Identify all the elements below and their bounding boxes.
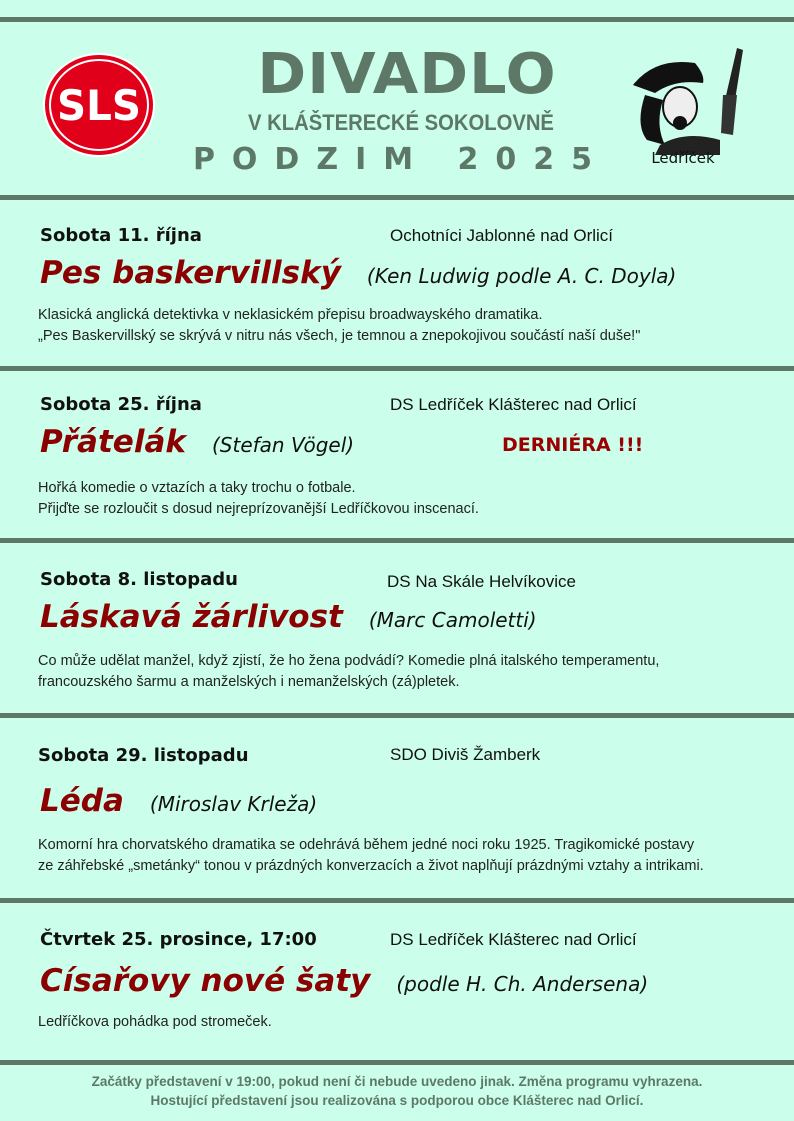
derniere-badge: DERNIÉRA !!! [502, 434, 644, 456]
event-group: DS Ledříček Klášterec nad Orlicí [390, 930, 637, 949]
event-title: Pes baskervillský [40, 255, 341, 291]
event-title: Léda [40, 783, 124, 819]
event-group: SDO Diviš Žamberk [390, 745, 541, 764]
ledricek-logo [625, 45, 755, 170]
event-title: Císařovy nové šaty [40, 963, 371, 999]
event-description [38, 651, 659, 693]
event-group: DS Ledříček Klášterec nad Orlicí [390, 395, 637, 414]
event-author: (Marc Camoletti) [368, 608, 537, 632]
event-author: (Ken Ludwig podle A. C. Doyla) [366, 264, 677, 288]
event-author: (podle H. Ch. Andersena) [396, 972, 649, 996]
footer-line: Hostující představení jsou realizována s podporou obce Klášterec nad Orlicí. [150, 1093, 644, 1108]
event-author: (Miroslav Krleža) [149, 792, 318, 816]
desc-line: Ledříčkova pohádka pod stromeček. [38, 1014, 272, 1030]
divider [0, 1060, 794, 1065]
event-1 [0, 225, 794, 385]
desc-line: Komorní hra chorvatského dramatika se odehrává během jedné noci roku 1925. Tragikomické postavy [38, 837, 695, 853]
divider [0, 713, 794, 718]
event-3 [0, 569, 794, 729]
event-date: Sobota 29. listopadu [38, 745, 249, 766]
divider [0, 898, 794, 903]
divider [0, 538, 794, 543]
event-5 [0, 929, 794, 1089]
sokol-logo-text: SLS [57, 81, 141, 130]
event-date: Sobota 8. listopadu [40, 569, 238, 590]
event-date: Sobota 25. října [40, 394, 202, 415]
event-group: DS Na Skále Helvíkovice [387, 572, 576, 591]
desc-line: Hořká komedie o vztazích a taky trochu o fotbale. [38, 480, 356, 496]
event-title: Láskavá žárlivost [40, 599, 343, 635]
desc-line: Přijďte se rozloučit s dosud nejreprízovanější Ledříčkovou inscenací. [38, 501, 479, 517]
desc-line: francouzského šarmu a manželských i nemanželských (zá)pletek. [38, 674, 460, 690]
event-date: Čtvrtek 25. prosince, 17:00 [40, 929, 317, 950]
ledricek-logo-text: Ledříček [651, 149, 715, 167]
desc-line: Klasická anglická detektivka v neklasickém přepisu broadwayského dramatika. [38, 307, 543, 323]
event-description [38, 478, 479, 520]
poster-title: DIVADLO [257, 42, 557, 107]
poster-season: PODZIM 2025 [192, 142, 610, 177]
event-description [38, 305, 640, 347]
event-4 [0, 745, 794, 905]
desc-line: „Pes Baskervillský se skrývá v nitru nás všech, je temnou a znepokojivou součástí naší duše!" [38, 328, 641, 344]
divider [0, 195, 794, 200]
divider [0, 366, 794, 371]
desc-line: ze záhřebské „smetánky“ tonou v prázdných konverzacích a život naplňují prázdnými vztahy a intrikami. [38, 858, 704, 874]
footer-line: Začátky představení v 19:00, pokud není či nebude uvedeno jinak. Změna programu vyhrazena. [91, 1074, 703, 1089]
event-title: Přátelák [40, 424, 186, 460]
desc-line: Co může udělat manžel, když zjistí, že ho žena podvádí? Komedie plná italského temperamentu, [38, 653, 660, 669]
event-author: (Stefan Vögel) [211, 433, 355, 457]
event-2 [0, 394, 794, 554]
poster-subtitle: V KLÁŠTERECKÉ SOKOLOVNĚ [248, 110, 554, 135]
footer-note [0, 1072, 794, 1110]
event-group: Ochotníci Jablonné nad Orlicí [390, 226, 614, 245]
divider [0, 17, 794, 22]
event-date: Sobota 11. října [40, 225, 202, 246]
event-description [38, 1012, 272, 1033]
event-description [38, 835, 704, 877]
